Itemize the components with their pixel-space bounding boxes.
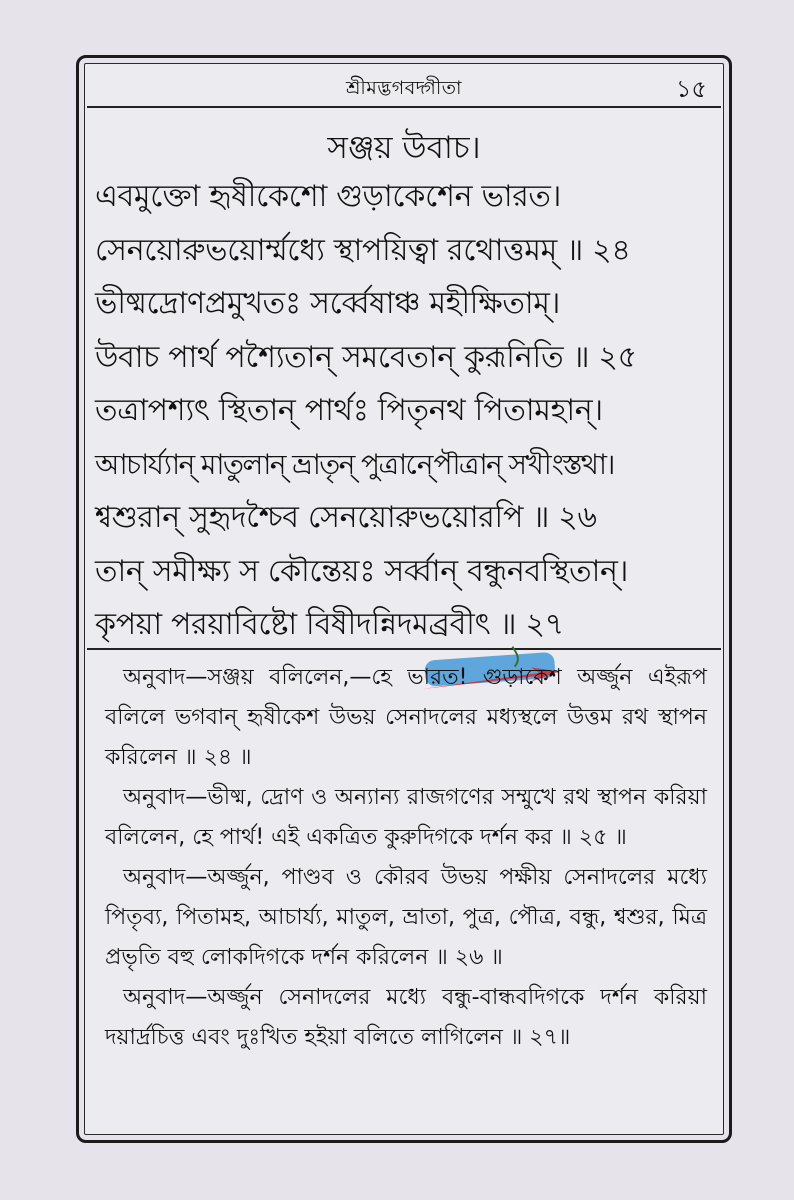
verse-heading: সঞ্জয় উবাচ। (327, 130, 481, 166)
verse-line: শ্বশুরান্ সুহৃদশ্চৈব সেনয়োরুভয়োরপি ॥ ২৬ (95, 500, 597, 535)
verse-line: কৃপয়া পরয়াবিষ্টো বিষীদন্নিদমব্রবীৎ ॥ ২৭ (95, 607, 564, 642)
verse-line: ভীষ্মদ্রোণপ্রমুখতঃ সর্ব্বেষাঞ্চ মহীক্ষিতাম্। (95, 286, 561, 321)
translation-paragraph: অনুবাদ—সঞ্জয় বলিলেন,—হে ভারত! গুড়াকেশ অর্জ্জুন এইরূপ বলিলে ভগবান্ হৃষীকেশ উভয় সেনাদলের মধ্যস্থলে উত্তম রথ স্থাপন করিলেন ॥ ২৪ ॥ (105, 665, 707, 770)
verse-line: আচার্য্যান্ মাতুলান্ ভ্রাতৃন্ পুত্রান্পৌত্রান্ সখীংস্তথা। (95, 447, 614, 481)
verse-line: উবাচ পার্থ পশ্যৈতান্ সমবেতান্ কুরূনিতি ॥ ২৫ (95, 339, 637, 375)
verse-line: সেনয়োরুভয়োর্ম্মধ্যে স্থাপয়িত্বা রথোত্তমম্ ॥ ২৪ (95, 232, 631, 268)
verse-line: তান্ সমীক্ষ্য স কৌন্তেয়ঃ সর্ব্বান্ বন্ধুনবস্থিতান্। (95, 553, 629, 589)
verse-line: তত্রাপশ্যৎ স্থিতান্ পার্থঃ পিতৃনথ পিতামহান্। (95, 393, 603, 428)
verse-line: এবমুক্তো হৃষীকেশো গুড়াকেশেন ভারত। (95, 179, 562, 214)
page-header (87, 66, 721, 108)
page-number: ১৫ (675, 75, 707, 103)
translation-paragraph: অনুবাদ—ভীষ্ম, দ্রোণ ও অন্যান্য রাজগণের সম্মুখে রথ স্থাপন করিয়া বলিলেন, হে পার্থ! এই একত্রিত কুরুদিগকে দর্শন কর ॥ ২৫ ॥ (105, 785, 707, 850)
translation-paragraph: অনুবাদ—অর্জ্জুন, পাণ্ডব ও কৌরব উভয় পক্ষীয় সেনাদলের মধ্যে পিতৃব্য, পিতামহ, আচার্য্য, মাতুল, ভ্রাতা, পুত্র, পৌত্র, বন্ধু, শ্বশুর, মিত্র প্রভৃতি বহু লোকদিগকে দর্শন করিলেন ॥ ২৬ ॥ (105, 865, 707, 970)
running-title: শ্রীমদ্ভগবদ্গীতা (345, 77, 463, 99)
section-divider (87, 648, 721, 650)
translation-section (87, 658, 721, 1058)
translation-paragraph: অনুবাদ—অর্জ্জুন সেনাদলের মধ্যে বন্ধু-বান্ধবদিগকে দর্শন করিয়া দয়ার্দ্রচিত্ত এবং দুঃখিত হইয়া বলিতে লাগিলেন ॥ ২৭॥ (105, 985, 707, 1050)
page-frame (76, 55, 732, 1143)
verse-block (87, 110, 721, 640)
